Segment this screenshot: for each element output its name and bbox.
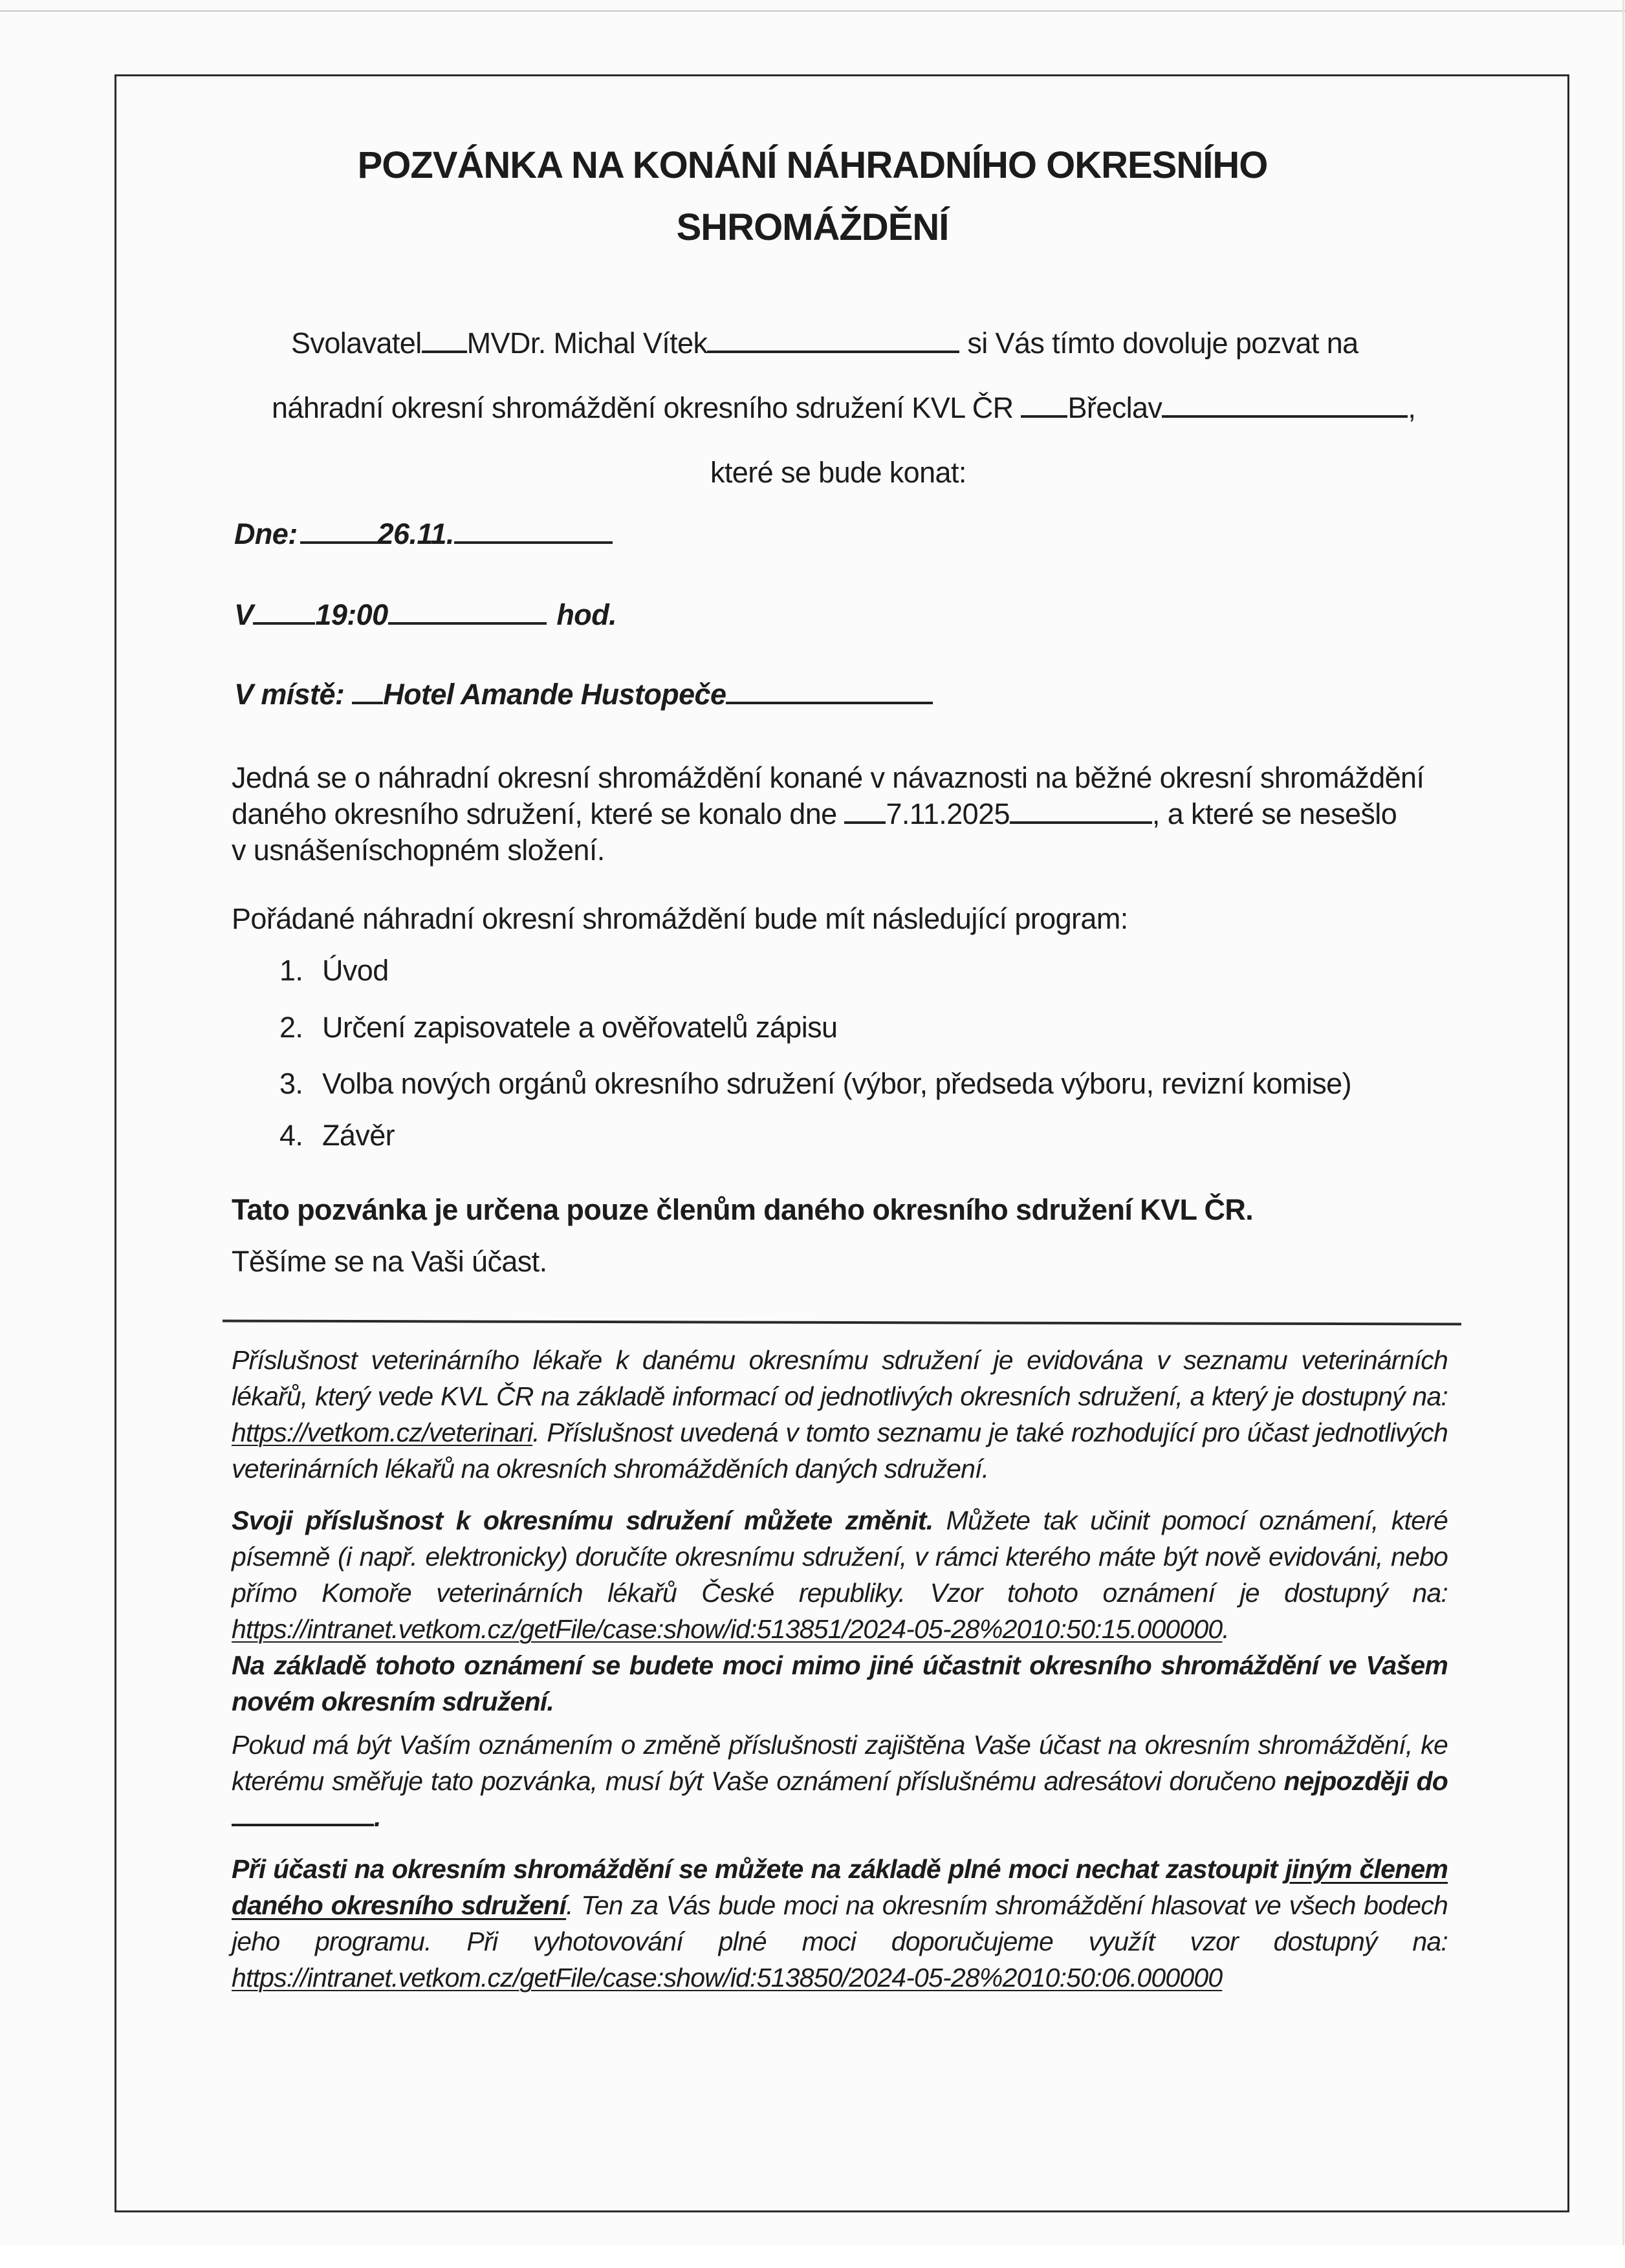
convener-line <box>291 327 1358 360</box>
note-proxy-lead: Při účasti na okresním shromáždění se můžete na základě plné moci nechat zastoupit <box>232 1854 1285 1884</box>
convener-label: Svolavatel <box>291 327 422 360</box>
time-suffix: hod. <box>556 598 616 631</box>
place-line <box>234 678 933 711</box>
association-district: Břeclav <box>1067 391 1162 424</box>
members-only-notice: Tato pozvánka je určena pouze členům daného okresního sdružení KVL ČR. <box>232 1193 1254 1226</box>
fill-line <box>726 702 933 704</box>
date-line <box>234 517 613 551</box>
association-prefix: náhradní okresní shromáždění okresního sdružení KVL ČR <box>272 391 1014 424</box>
original-meeting-date: 7.11.2025 <box>886 797 1010 830</box>
note-membership <box>232 1342 1448 1487</box>
intro-line-1: Jedná se o náhradní okresní shromáždění konané v návaznosti na běžné okresní shromáždění <box>232 761 1424 794</box>
intro-line-2 <box>232 796 1448 832</box>
document-title-line-1: POZVÁNKA NA KONÁNÍ NÁHRADNÍHO OKRESNÍHO <box>357 144 1268 186</box>
program-intro: Pořádané náhradní okresní shromáždění bude mít následující program: <box>232 902 1128 935</box>
date-value: 26.11. <box>377 517 454 550</box>
scan-edge-right <box>1622 0 1624 2245</box>
fill-line <box>253 622 315 625</box>
fill-line <box>1162 415 1408 418</box>
veterinarians-list-link[interactable]: https://vetkom.cz/veterinari <box>232 1418 533 1447</box>
note-proxy-underlined: jiným členem daného okresního sdružení <box>232 1854 1448 1920</box>
fill-line <box>422 351 467 353</box>
proxy-form-link[interactable]: https://intranet.vetkom.cz/getFile/case:show/id:513850/2024-05-28%2010:50:06.000000 <box>232 1963 1223 1993</box>
convener-name: MVDr. Michal Vítek <box>466 327 708 360</box>
fill-line <box>1021 415 1067 418</box>
convener-suffix: si Vás tímto dovoluje pozvat na <box>967 327 1358 360</box>
note-deadline-label: nejpozději do <box>1283 1766 1448 1796</box>
note-proxy-text: . Ten za Vás bude moci na okresním shromáždění hlasovat ve všech bodech jeho programu. Při vyhotovování plné moci doporučujeme využít vzor dostupný na: <box>232 1890 1448 1956</box>
association-suffix: , <box>1408 391 1416 424</box>
note-membership-text: Příslušnost veterinárního lékaře k danému okresnímu sdružení je evidována v seznamu veterinárních lékařů, který vede KVL ČR na základě informací od jednotlivých okresních sdružení, a který je dostupný na: <box>232 1345 1448 1411</box>
document-title-line-2: SHROMÁŽDĚNÍ <box>676 206 949 248</box>
intro-line-2-prefix: daného okresního sdružení, které se konalo dne <box>232 797 837 830</box>
note-change-follow: Na základě tohoto oznámení se budete moci mimo jiné účastnit okresního shromáždění ve Vašem novém okresním sdružení. <box>232 1650 1448 1716</box>
fill-line <box>352 702 383 704</box>
will-be-held-text: které se bude konat: <box>710 456 966 489</box>
program-item: 4. Závěr <box>279 1119 395 1152</box>
program-item: 2. Určení zapisovatele a ověřovatelů zápisu <box>279 1011 838 1044</box>
intro-line-3: v usnášeníschopném složení. <box>232 834 605 867</box>
note-deadline-text: Pokud má být Vaším oznámením o změně příslušnosti zajištěna Vaše účast na okresním shromáždění, ke kterému směřuje tato pozvánka, musí být Vaše oznámení příslušnému adresátovi doručeno <box>232 1730 1448 1796</box>
time-label: V <box>234 598 254 631</box>
place-label: V místě: <box>234 678 345 711</box>
program-item: 1. Úvod <box>279 954 389 987</box>
time-value: 19:00 <box>315 598 388 631</box>
fill-line <box>844 821 886 824</box>
time-line <box>234 598 616 632</box>
note-change-membership: Svoji příslušnost k okresnímu sdružení můžete změnit. Můžete tak učinit pomocí oznámení, které písemně (i např. elektronicky) doručíte okresnímu sdružení, v rámci kterého máte být nově evidováni, nebo přímo Komoře veterinárních lékařů České republiky. Vzor tohoto oznámení je dostupný na: https://intranet.vetkom.cz/getFile/case:show/id:513851/2024-05-28%2010:50:15.000000. Na základě tohoto oznámení se budete moci mimo jiné účastnit okresního shromáždění ve Vašem novém okresním sdružení. <box>232 1506 1448 1716</box>
note-membership-text-after: . Příslušnost uvedená v tomto seznamu je také rozhodující pro účast jednotlivých veterinárních lékařů na okresních shromážděních daných sdružení. <box>232 1418 1448 1484</box>
intro-paragraph <box>232 760 1448 869</box>
note-change-text: Můžete tak učinit pomocí oznámení, které písemně (i např. elektronicky) doručíte okresnímu sdružení, v rámci kterého máte být nově evidováni, nebo přímo Komoře veterinárních lékařů České republiky. Vzor tohoto oznámení je dostupný na: <box>232 1506 1448 1608</box>
note-change-lead: Svoji příslušnost k okresnímu sdružení můžete změnit. <box>232 1506 933 1535</box>
change-form-link[interactable]: https://intranet.vetkom.cz/getFile/case:show/id:513851/2024-05-28%2010:50:15.000000 <box>232 1614 1223 1644</box>
closing-text: Těšíme se na Vaši účast. <box>232 1245 547 1278</box>
fill-line <box>1010 821 1152 824</box>
program-item: 3. Volba nových orgánů okresního sdružení (výbor, předseda výboru, revizní komise) <box>279 1067 1351 1100</box>
deadline-fill-line <box>232 1824 374 1826</box>
fill-line <box>454 541 613 544</box>
note-deadline: Pokud má být Vaším oznámením o změně příslušnosti zajištěna Vaše účast na okresním shromáždění, ke kterému směřuje tato pozvánka, musí být Vaše oznámení příslušnému adresátovi doručeno nejpozději do . <box>232 1730 1448 1832</box>
intro-line-2-suffix: , a které se nesešlo <box>1151 797 1397 830</box>
fill-line <box>388 622 547 625</box>
fill-line <box>707 351 959 353</box>
fill-line <box>300 541 378 544</box>
date-label: Dne: <box>234 517 298 550</box>
scan-edge-line <box>0 10 1625 12</box>
association-line <box>272 391 1415 425</box>
note-proxy <box>232 1851 1448 1996</box>
place-value: Hotel Amande Hustopeče <box>383 678 726 711</box>
